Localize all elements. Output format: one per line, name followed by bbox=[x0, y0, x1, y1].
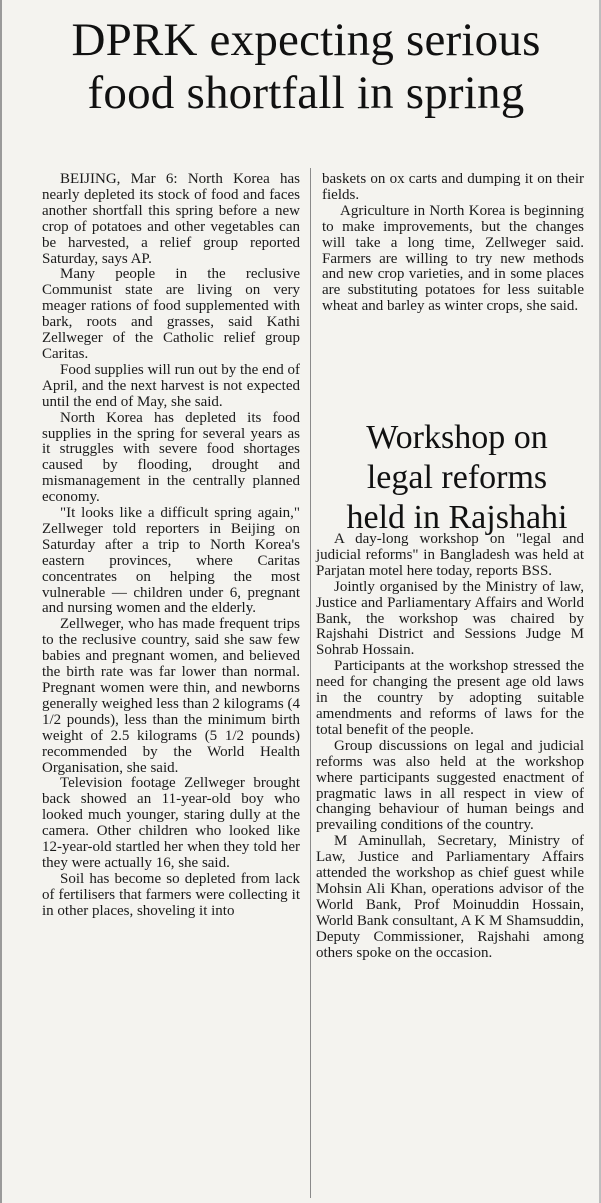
paragraph: North Korea has depleted its food supplies in the spring for several years as it struggles with severe food shortages caused by flooding, drought and mismanagement in the centrally planned economy. bbox=[42, 409, 300, 506]
paragraph: Participants at the workshop stressed the need for changing the present age old laws in the country by adopting suitable amendments and reforms of laws for the total benefit of the people. bbox=[316, 658, 584, 738]
paragraph: "It looks like a difficult spring again," Zellweger told reporters in Beijing on Saturday after a trip to North Korea's eastern provinces, where Caritas concentrates on helping the most vulnerable — children under 6, pregnant and nursing women and the elderly. bbox=[42, 505, 300, 617]
paragraph: BEIJING, Mar 6: North Korea has nearly depleted its stock of food and faces another shortfall this spring before a new crop of potatoes and other vegetables can be harvested, a relief group reported Saturday, says AP. bbox=[42, 171, 300, 267]
paragraph: Television footage Zellweger brought back showed an 11-year-old boy who looked much younger, staring dully at the camera. Other children who looked like 12-year-old startled her when they told her they were actually 16, she said. bbox=[42, 775, 300, 871]
paragraph: Soil has become so depleted from lack of fertilisers that farmers were collecting it in other places, shoveling it into bbox=[42, 870, 300, 919]
paragraph: Jointly organised by the Ministry of law, Justice and Parliamentary Affairs and World Bank, the workshop was chaired by Rajshahi District and Sessions Judge M Sohrab Hossain. bbox=[316, 578, 584, 659]
paragraph: Group discussions on legal and judicial reforms was also held at the workshop where participants suggested enactment of pragmatic laws in all respect in view of changing behaviour of human beings and prevailing conditions of the country. bbox=[316, 737, 584, 834]
paragraph: baskets on ox carts and dumping it on their fields. bbox=[322, 171, 584, 203]
workshop-article-body bbox=[316, 532, 584, 961]
article-headline bbox=[16, 14, 596, 120]
article-column-2 bbox=[322, 172, 584, 315]
column-divider bbox=[310, 168, 311, 1198]
headline-line-1: DPRK expecting serious bbox=[71, 14, 541, 66]
workshop-headline bbox=[326, 418, 588, 538]
paragraph: Zellweger, who has made frequent trips to the reclusive country, said she saw few babies and pregnant women, and believed the birth rate was far lower than normal. Pregnant women were thin, and newborns generally weighed less than 2 kilograms (4 1/2 pounds), less than the minimum birth weight of 2.5 kilograms (5 1/2 pounds) recommended by the World Health Organisation, she said. bbox=[42, 616, 300, 776]
workshop-headline-line-3: held in Rajshahi bbox=[346, 499, 568, 536]
article-column-1 bbox=[42, 172, 300, 920]
workshop-headline-line-1: Workshop on bbox=[366, 419, 548, 456]
paragraph: A day-long workshop on "legal and judicial reforms" in Bangladesh was held at Parjatan motel here today, reports BSS. bbox=[316, 531, 584, 579]
paragraph: M Aminullah, Secretary, Ministry of Law, Justice and Parliamentary Affairs attended the workshop as chief guest while Mohsin Ali Khan, operations advisor of the World Bank, Prof Moinuddin Hossain, World Bank consultant, A K M Shamsuddin, Deputy Commissioner, Rajshahi among others spoke on the occasion. bbox=[316, 833, 584, 961]
headline-line-2: food shortfall in spring bbox=[87, 67, 525, 119]
paragraph: Many people in the reclusive Communist state are living on very meager rations of food supplemented with bark, roots and grasses, said Kathi Zellweger of the Catholic relief group Caritas. bbox=[42, 266, 300, 362]
paragraph: Food supplies will run out by the end of April, and the next harvest is not expected until the end of May, she said. bbox=[42, 361, 300, 410]
paragraph: Agriculture in North Korea is beginning to make improvements, but the changes will take a long time, Zellweger said. Farmers are willing to try new methods and new crop varieties, and in some places are substituting potatoes for less suitable wheat and barley as winter crops, she said. bbox=[322, 202, 584, 315]
workshop-headline-line-2: legal reforms bbox=[366, 459, 548, 496]
